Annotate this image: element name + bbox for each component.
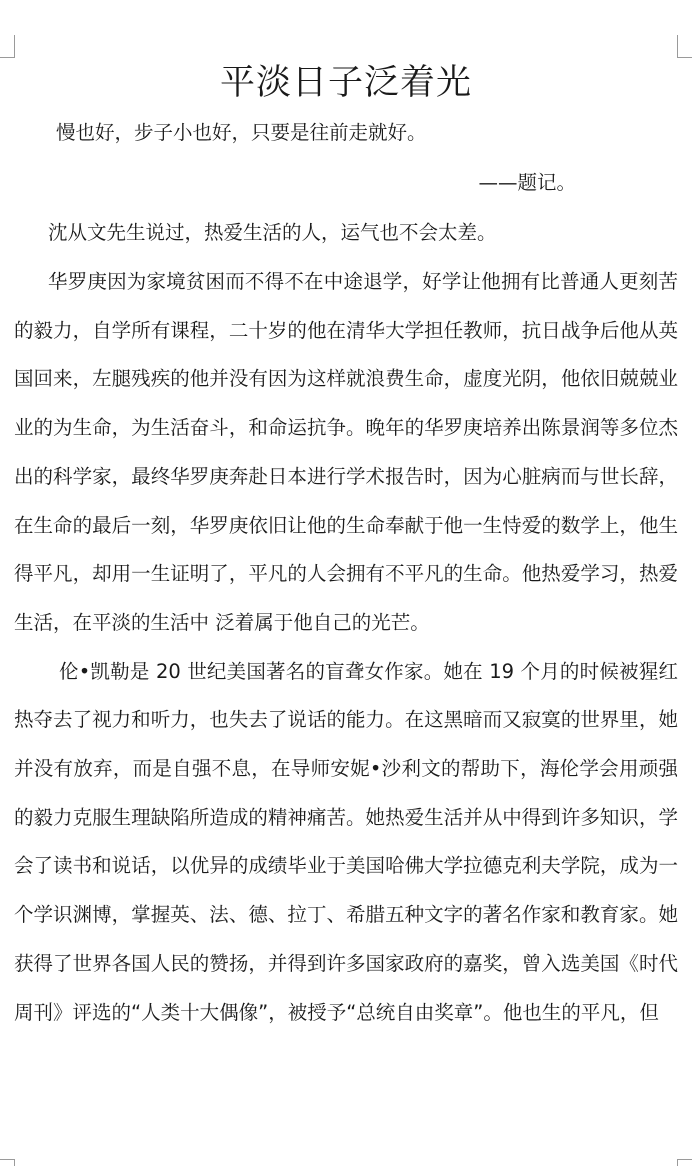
page-corner-mark-bottom-right: [677, 1159, 692, 1166]
paragraph-1: 沈从文先生说过，热爱生活的人，运气也不会太差。: [48, 221, 497, 244]
page-corner-mark-top-right: [677, 35, 692, 58]
document-title: 平淡日子泛着光: [219, 63, 472, 103]
epigraph: 慢也好，步子小也好，只要是往前走就好。: [56, 121, 427, 144]
page-corner-mark-bottom-left: [0, 1159, 15, 1166]
epigraph-signature: ——题记。: [478, 171, 576, 194]
document-page: [14, 58, 678, 1037]
page-corner-mark-top-left: [0, 35, 15, 58]
paragraph-3: 伦•凯勒是 20 世纪美国著名的盲聋女作家。她在 19 个月的时候被猩红热夺去了视力和听力，也失去了说话的能力。在这黑暗而又寂寞的世界里，她并没有放弃，而是自强不息，在导师安妮•沙利文的帮助下，海伦学会用顽强的毅力克服生理缺陷所造成的精神痛苦。她热爱生活并从中得到许多知识，学会了读书和说话，以优异的成绩毕业于美国哈佛大学拉德克利夫学院，成为一个学识渊博，掌握英、法、德、拉丁、希腊五种文字的著名作家和教育家。她获得了世界各国人民的赞扬，并得到许多国家政府的嘉奖，曾入选美国《时代周刊》评选的“人类十大偶像”，被授予“总统自由奖章”。他也生的平凡，但: [14, 659, 678, 1024]
paragraph-2: 华罗庚因为家境贫困而不得不在中途退学，好学让他拥有比普通人更刻苦的毅力，自学所有课程，二十岁的他在清华大学担任教师，抗日战争后他从英国回来，左腿残疾的他并没有因为这样就浪费生命，虚度光阴，他依旧兢兢业业的为生命，为生活奋斗，和命运抗争。晚年的华罗庚培养出陈景润等多位杰出的科学家，最终华罗庚奔赴日本进行学术报告时，因为心脏病而与世长辞，在生命的最后一刻，华罗庚依旧让他的生命奉献于他一生恃爱的数学上，他生得平凡，却用一生证明了，平凡的人会拥有不平凡的生命。他热爱学习，热爱生活，在平淡的生活中 泛着属于他自己的光芒。: [14, 270, 678, 634]
